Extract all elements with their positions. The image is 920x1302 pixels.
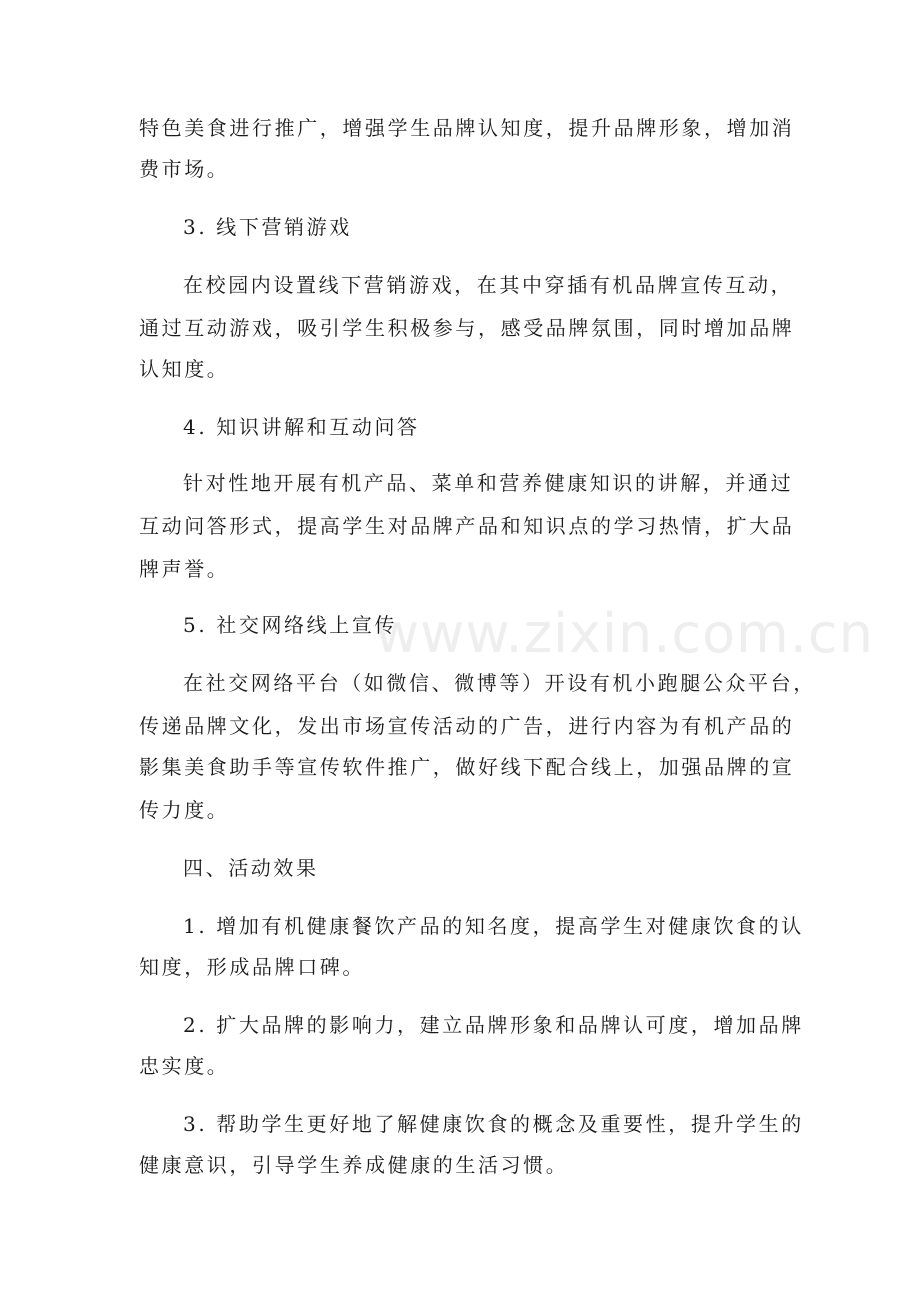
text-line: 2. 扩大品牌的影响力，建立品牌形象和品牌认可度，增加品牌: [183, 1013, 804, 1037]
text-line: 费市场。: [139, 157, 230, 181]
text-line: 3. 线下营销游戏: [183, 215, 352, 239]
text-line: 4. 知识讲解和互动问答: [183, 415, 420, 439]
text-line: 知度，形成品牌口碑。: [139, 955, 365, 979]
text-line: 在校园内设置线下营销游戏，在其中穿插有机品牌宣传互动，: [183, 273, 794, 297]
text-line: 在社交网络平台（如微信、微博等）开设有机小跑腿公众平台，: [183, 671, 816, 695]
text-line: 针对性地开展有机产品、菜单和营养健康知识的讲解，并通过: [183, 471, 794, 495]
text-line: 传力度。: [139, 798, 230, 822]
watermark: www.zixin.com.cn: [375, 602, 874, 665]
text-line: 四、活动效果: [183, 856, 319, 880]
text-line: 5. 社交网络线上宣传: [183, 613, 398, 637]
text-line: 牌声誉。: [139, 557, 230, 581]
text-line: 健康意识，引导学生养成健康的生活习惯。: [139, 1153, 569, 1177]
text-line: 传递品牌文化，发出市场宣传活动的广告，进行内容为有机产品的: [139, 714, 795, 738]
text-line: 影集美食助手等宣传软件推广，做好线下配合线上，加强品牌的宣: [139, 755, 795, 779]
text-line: 1. 增加有机健康餐饮产品的知名度，提高学生对健康饮食的认: [183, 914, 804, 938]
text-line: 特色美食进行推广，增强学生品牌认知度，提升品牌形象，增加消: [139, 116, 795, 140]
text-line: 互动问答形式，提高学生对品牌产品和知识点的学习热情，扩大品: [139, 514, 795, 538]
text-line: 认知度。: [139, 357, 230, 381]
text-line: 通过互动游戏，吸引学生积极参与，感受品牌氛围，同时增加品牌: [139, 316, 795, 340]
text-line: 忠实度。: [139, 1054, 230, 1078]
text-line: 3. 帮助学生更好地了解健康饮食的概念及重要性，提升学生的: [183, 1112, 804, 1136]
